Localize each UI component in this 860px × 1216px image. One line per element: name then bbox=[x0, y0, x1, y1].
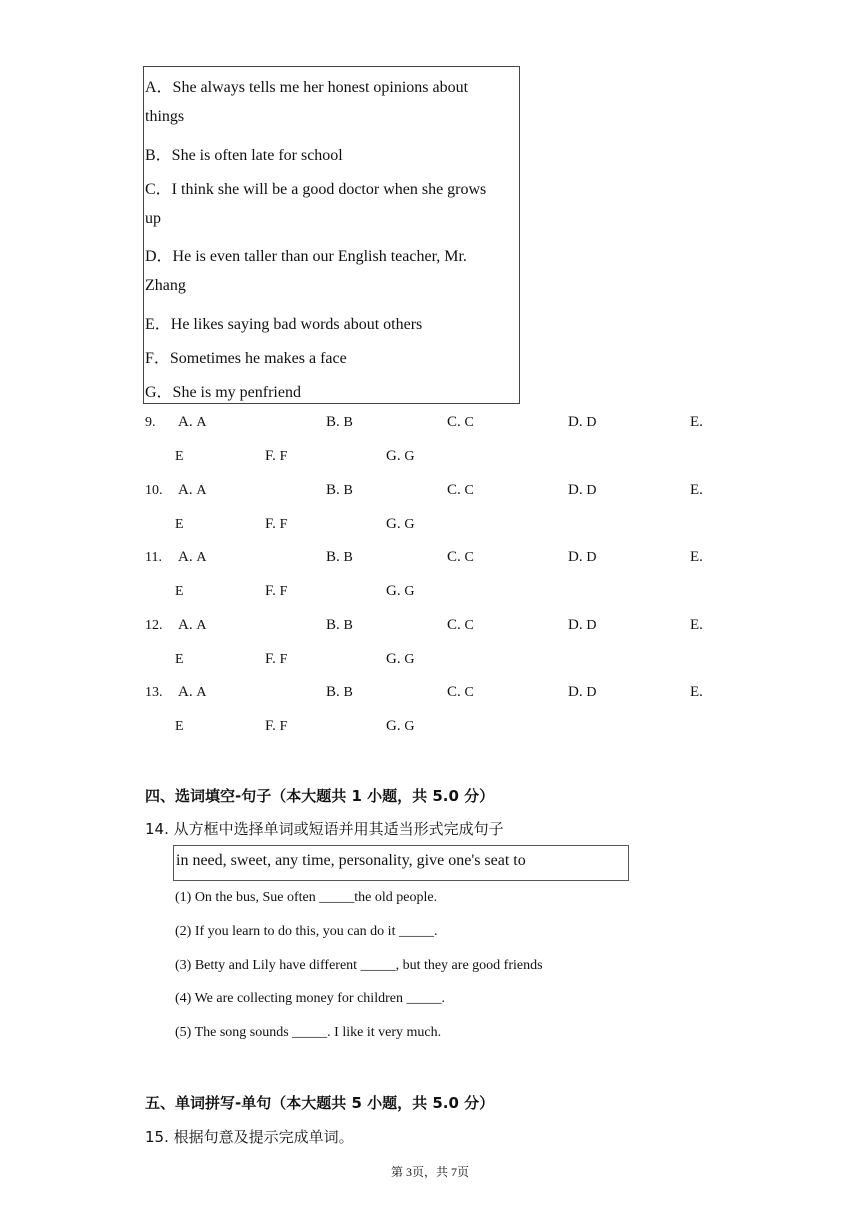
question-number: 10. bbox=[145, 482, 163, 498]
option-letter: F. bbox=[265, 515, 276, 532]
option-letter: A. bbox=[178, 684, 193, 701]
option-g[interactable] bbox=[386, 448, 414, 465]
option-value: G bbox=[404, 651, 415, 667]
option-a[interactable] bbox=[178, 617, 206, 634]
option-letter: C. bbox=[447, 481, 461, 498]
option-value: A bbox=[196, 617, 207, 633]
option-value: F bbox=[279, 584, 288, 600]
option-value: E bbox=[175, 584, 184, 600]
option-letter: E. bbox=[690, 684, 703, 701]
option-letter: B. bbox=[326, 549, 340, 566]
box-line: Zhang bbox=[145, 277, 186, 294]
option-value: F bbox=[279, 651, 288, 667]
option-e[interactable] bbox=[690, 414, 703, 431]
option-g[interactable] bbox=[386, 583, 414, 600]
option-b[interactable] bbox=[326, 482, 353, 499]
option-f[interactable] bbox=[265, 516, 287, 533]
option-value: C bbox=[464, 550, 474, 566]
option-letter: D. bbox=[568, 616, 583, 633]
option-letter: D. bbox=[568, 549, 583, 566]
option-value: A bbox=[196, 550, 207, 566]
question-14: 14. 从方框中选择单词或短语并用其适当形式完成句子 bbox=[145, 820, 504, 838]
option-letter: G. bbox=[386, 448, 401, 464]
option-value: E bbox=[175, 516, 184, 532]
option-value: D bbox=[586, 617, 597, 633]
section-title: 五、单词拼写-单句（本大题共 5 小题，共 5.0 分） bbox=[145, 1094, 495, 1112]
option-value: C bbox=[464, 415, 474, 430]
option-letter: F. bbox=[265, 650, 276, 667]
option-letter: D. bbox=[568, 481, 583, 498]
option-letter: G. bbox=[386, 718, 401, 735]
option-letter: C. bbox=[447, 549, 461, 566]
box-line: up bbox=[145, 210, 161, 227]
option-letter: B. bbox=[326, 414, 340, 430]
option-d[interactable] bbox=[568, 549, 596, 566]
option-a[interactable] bbox=[178, 414, 206, 431]
sentence: (5) The song sounds _____. I like it very much. bbox=[175, 1025, 442, 1040]
option-value: C bbox=[464, 482, 474, 498]
option-a[interactable] bbox=[178, 684, 206, 701]
option-letter: G. bbox=[386, 515, 401, 532]
option-value: B bbox=[343, 482, 353, 498]
option-b[interactable] bbox=[326, 617, 353, 634]
question-number: 11. bbox=[145, 550, 162, 566]
box-line: A．She always tells me her honest opinions about bbox=[145, 79, 469, 96]
box-line: C．I think she will be a good doctor when she grows bbox=[145, 181, 487, 198]
option-letter: C. bbox=[447, 684, 461, 701]
option-b[interactable] bbox=[326, 414, 353, 431]
option-value: D bbox=[586, 550, 597, 566]
option-d[interactable] bbox=[568, 414, 596, 431]
option-letter: G. bbox=[386, 650, 401, 667]
option-value: D bbox=[586, 415, 597, 430]
option-c[interactable] bbox=[447, 414, 474, 431]
option-value: A bbox=[196, 685, 207, 701]
sentence: (3) Betty and Lily have different _____, but they are good friends bbox=[175, 958, 543, 973]
option-f[interactable] bbox=[265, 651, 287, 668]
option-value: B bbox=[343, 550, 353, 566]
option-letter: C. bbox=[447, 616, 461, 633]
option-value: E bbox=[175, 719, 184, 735]
option-value: C bbox=[464, 685, 474, 701]
sentence: (4) We are collecting money for children _____. bbox=[175, 991, 445, 1006]
option-value: E bbox=[175, 651, 184, 667]
section-title: 四、选词填空-句子（本大题共 1 小题，共 5.0 分） bbox=[145, 787, 495, 805]
option-a[interactable] bbox=[178, 549, 206, 566]
option-e[interactable] bbox=[690, 549, 703, 566]
option-c[interactable] bbox=[447, 617, 474, 634]
option-value: B bbox=[343, 617, 353, 633]
option-d[interactable] bbox=[568, 684, 596, 701]
option-letter: A. bbox=[178, 549, 193, 566]
option-b[interactable] bbox=[326, 684, 353, 701]
page-footer: 第 3页，共 7页 bbox=[390, 1165, 469, 1179]
option-letter: B. bbox=[326, 616, 340, 633]
option-letter: B. bbox=[326, 684, 340, 701]
box-line: things bbox=[145, 108, 185, 125]
option-letter: F. bbox=[265, 448, 276, 464]
option-f[interactable] bbox=[265, 448, 287, 465]
box-line: G．She is my penfriend bbox=[145, 384, 301, 401]
option-e[interactable] bbox=[690, 684, 703, 701]
option-c[interactable] bbox=[447, 482, 474, 499]
option-value: G bbox=[404, 719, 415, 735]
option-letter: A. bbox=[178, 414, 193, 430]
option-letter: E. bbox=[690, 616, 703, 633]
box-line: E．He likes saying bad words about others bbox=[145, 316, 423, 333]
option-f[interactable] bbox=[265, 583, 287, 600]
option-b[interactable] bbox=[326, 549, 353, 566]
option-letter: C. bbox=[447, 414, 461, 430]
option-c[interactable] bbox=[447, 549, 474, 566]
option-value: B bbox=[343, 415, 353, 430]
option-value: F bbox=[279, 719, 288, 735]
sentence: (2) If you learn to do this, you can do it _____. bbox=[175, 924, 438, 939]
option-value: G bbox=[404, 516, 415, 532]
option-letter: D. bbox=[568, 684, 583, 701]
option-letter: A. bbox=[178, 481, 193, 498]
option-letter: E. bbox=[690, 549, 703, 566]
option-d[interactable] bbox=[568, 617, 596, 634]
option-value: G bbox=[404, 449, 415, 464]
option-f[interactable] bbox=[265, 718, 287, 735]
question-number: 9. bbox=[145, 415, 156, 430]
option-value: B bbox=[343, 685, 353, 701]
option-letter: F. bbox=[265, 583, 276, 600]
box-line: D．He is even taller than our English teacher, Mr. bbox=[145, 248, 467, 265]
option-a[interactable] bbox=[178, 482, 206, 499]
option-c[interactable] bbox=[447, 684, 474, 701]
option-g[interactable] bbox=[386, 718, 414, 735]
sentence: (1) On the bus, Sue often _____the old people. bbox=[175, 890, 438, 905]
option-letter: A. bbox=[178, 616, 193, 633]
option-e[interactable] bbox=[690, 617, 703, 634]
option-value: E bbox=[175, 449, 184, 464]
option-value: G bbox=[404, 584, 415, 600]
option-letter: F. bbox=[265, 718, 276, 735]
option-g[interactable] bbox=[386, 516, 414, 533]
word-box-text: in need, sweet, any time, personality, give one's seat to bbox=[176, 852, 526, 869]
box-line: F．Sometimes he makes a face bbox=[145, 350, 347, 367]
option-letter: B. bbox=[326, 481, 340, 498]
option-d[interactable] bbox=[568, 482, 596, 499]
option-letter: D. bbox=[568, 414, 583, 430]
option-letter: E. bbox=[690, 414, 703, 430]
option-g[interactable] bbox=[386, 651, 414, 668]
option-value: A bbox=[196, 482, 207, 498]
option-letter: G. bbox=[386, 583, 401, 600]
box-line: B．She is often late for school bbox=[145, 147, 343, 164]
option-letter: E. bbox=[690, 481, 703, 498]
option-value: F bbox=[279, 449, 288, 464]
option-value: C bbox=[464, 617, 474, 633]
question-15: 15. 根据句意及提示完成单词。 bbox=[145, 1128, 354, 1146]
option-value: D bbox=[586, 685, 597, 701]
question-number: 13. bbox=[145, 685, 163, 701]
option-value: A bbox=[196, 415, 207, 430]
option-e[interactable] bbox=[690, 482, 703, 499]
question-number: 12. bbox=[145, 617, 163, 633]
option-value: F bbox=[279, 516, 288, 532]
option-value: D bbox=[586, 482, 597, 498]
